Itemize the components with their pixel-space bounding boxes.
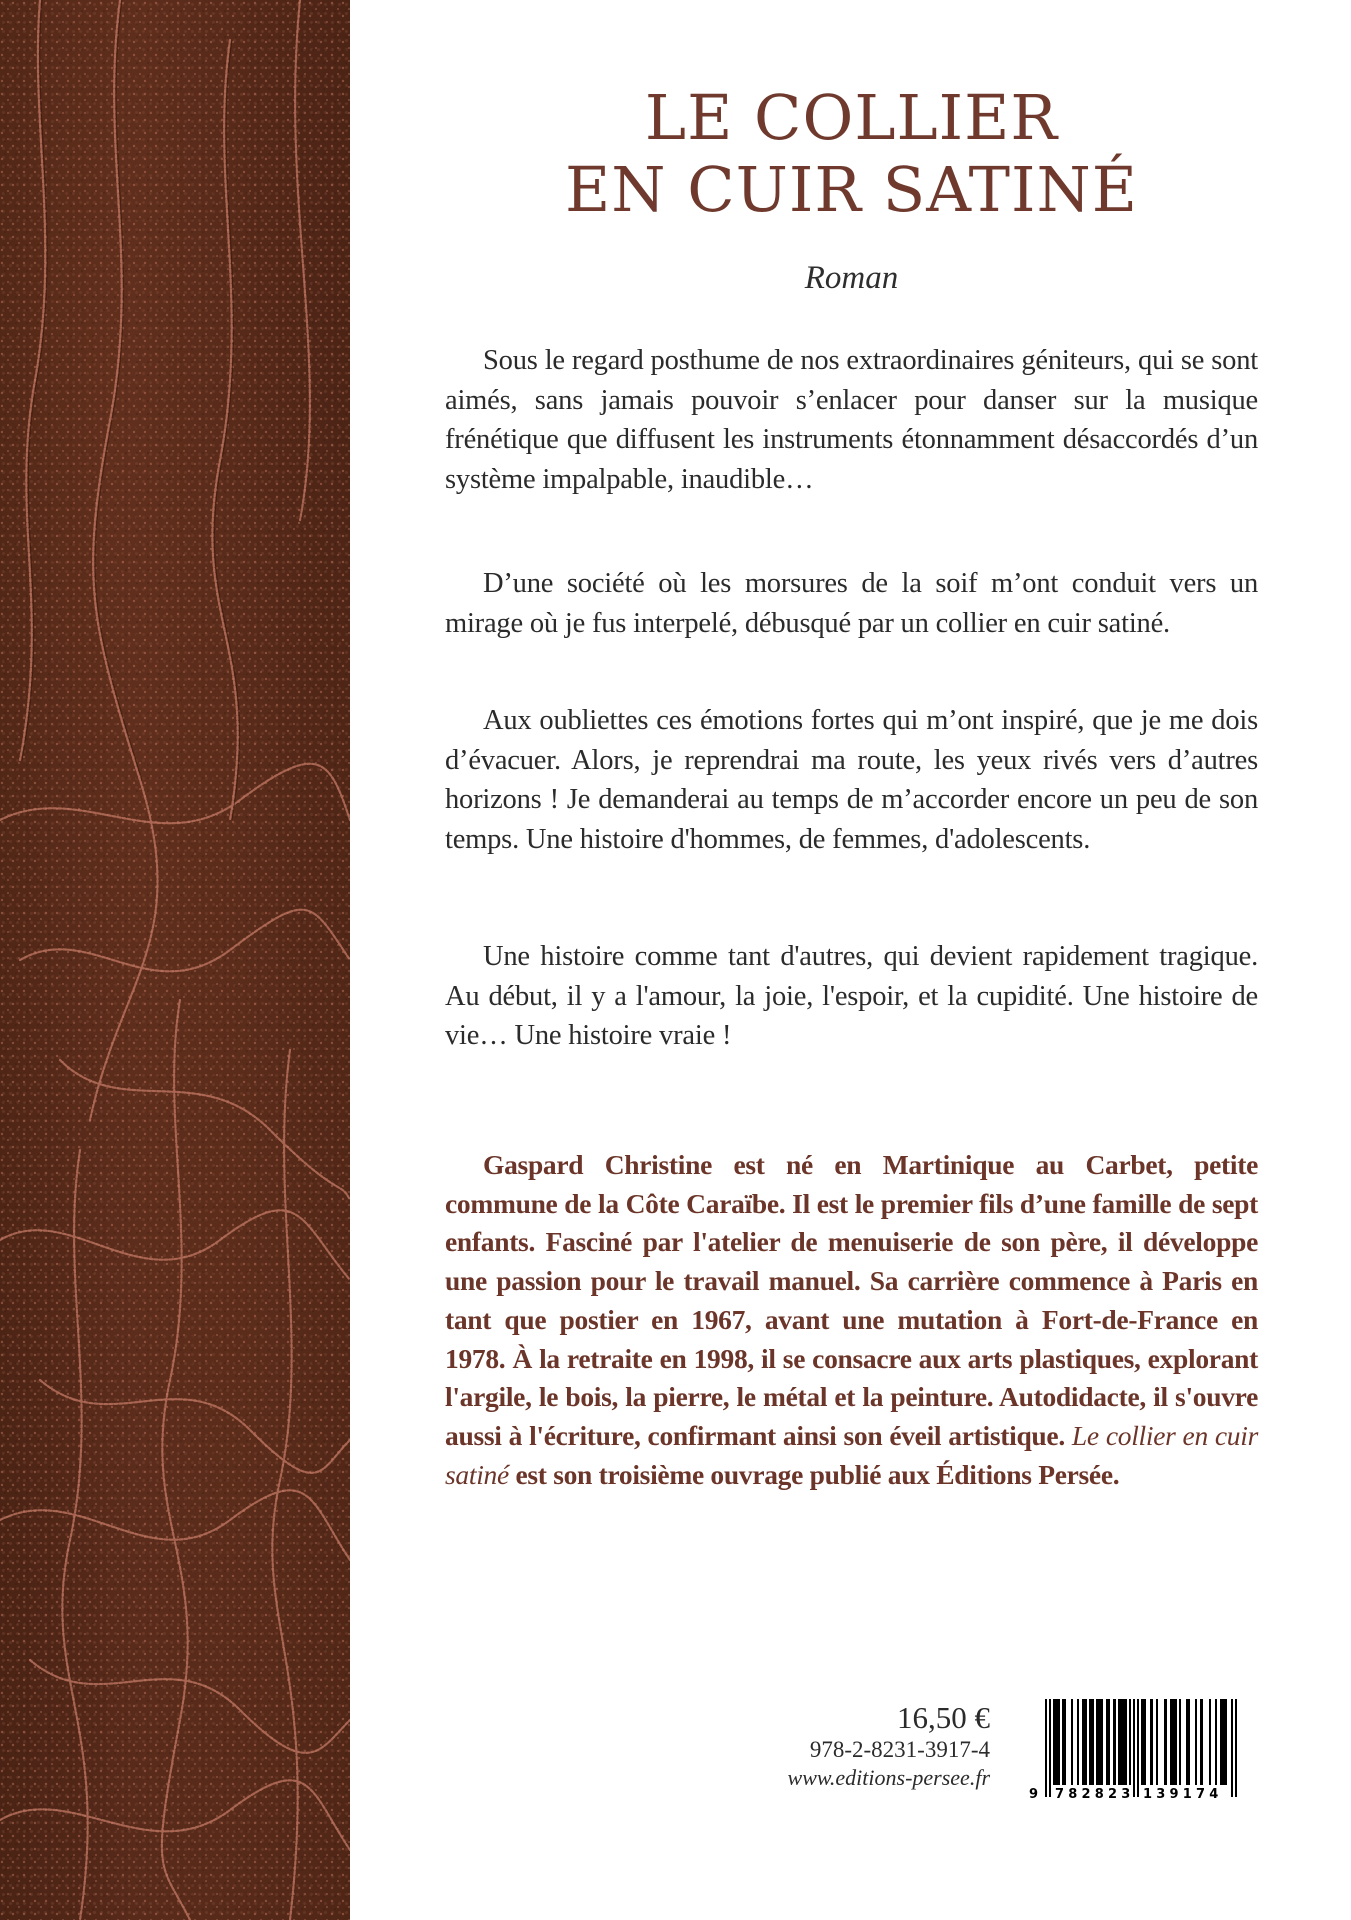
blurb-paragraph-4: Une histoire comme tant d'autres, qui devient rapidement tragique. Au début, il y a l'amour, la joie, l'espoir, et la cupidité. Une histoire de vie… Une histoire vraie ! bbox=[445, 941, 1258, 1051]
isbn: 978-2-8231-3917-4 bbox=[809, 1737, 990, 1762]
barcode-icon bbox=[1025, 1697, 1265, 1802]
title-line-1: LE COLLIER bbox=[644, 81, 1059, 154]
author-bio-closing: est son troisième ouvrage publié aux Éditions Persée. bbox=[508, 1458, 1120, 1490]
leather-grain-pattern bbox=[0, 0, 350, 1920]
title-line-2: EN CUIR SATINÉ bbox=[565, 153, 1138, 226]
barcode-right-digits: 139174 bbox=[1143, 1787, 1223, 1802]
author-bio bbox=[445, 1146, 1258, 1494]
genre-label: Roman bbox=[804, 260, 899, 296]
barcode-first-digit: 9 bbox=[1029, 1787, 1039, 1802]
back-cover-content bbox=[445, 0, 1258, 1920]
barcode-left-digits: 782823 bbox=[1055, 1787, 1135, 1802]
blurb-paragraph-1: Sous le regard posthume de nos extraordinaires géniteurs, qui se sont aimés, sans jamais pouvoir s’enlacer pour danser sur la musique frénétique que diffusent les instruments étonnamment désaccordés d’un système impalpable, inaudible… bbox=[445, 345, 1258, 495]
leather-texture-strip bbox=[0, 0, 350, 1920]
book-title-italic: Le collier en cuir satiné bbox=[445, 1419, 1258, 1490]
author-bio-text: Gaspard Christine est né en Martinique au Carbet, petite commune de la Côte Caraïbe. Il est le premier fils d’une famille de sept enfants. Fasciné par l'atelier de menuiserie de son père, il développe une passion pour le travail manuel. Sa carrière commence à Paris en tant que postier en 1967, avant une mutation à Fort-de-France en 1978. À la retraite en 1998, il se consacre aux arts plastiques, explorant l'argile, le bois, la pierre, le métal et la peinture. Autodidacte, il s'ouvre aussi à l'écriture, confirmant ainsi son éveil artistique. bbox=[445, 1149, 1258, 1451]
blurb-paragraph-2: D’une société où les morsures de la soif m’ont conduit vers un mirage où je fus interpelé, débusqué par un collier en cuir satiné. bbox=[445, 568, 1258, 639]
blurb-paragraph-3: Aux oubliettes ces émotions fortes qui m’ont inspiré, que je me dois d’évacuer. Alors, je reprendrai ma route, les yeux rivés vers d’autres horizons ! Je demanderai au temps de m’accorder encore un peu de son temps. Une histoire d'hommes, de femmes, d'adolescents. bbox=[445, 705, 1258, 855]
publisher-website: www.editions-persee.fr bbox=[787, 1765, 990, 1790]
book-title bbox=[445, 82, 1258, 226]
price-block bbox=[745, 1700, 990, 1792]
isbn-barcode bbox=[1025, 1697, 1265, 1802]
price: 16,50 € bbox=[897, 1700, 990, 1735]
